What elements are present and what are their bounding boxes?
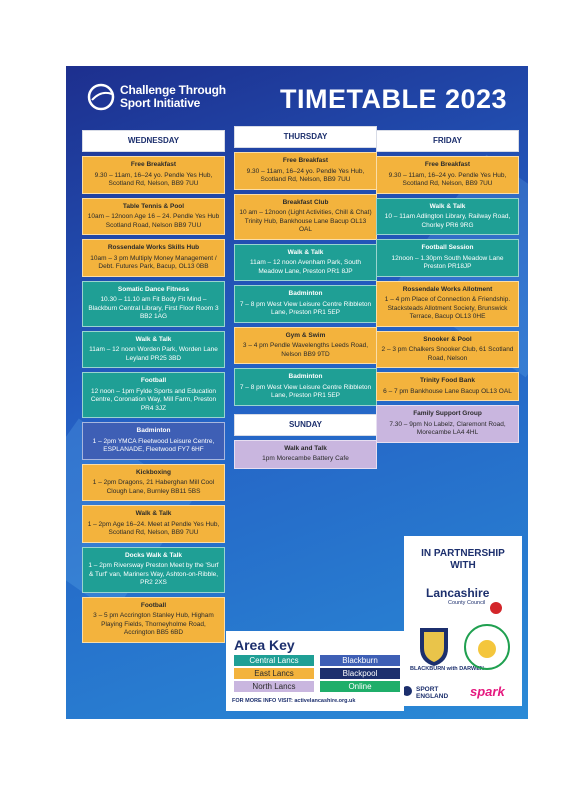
session-card	[234, 440, 377, 469]
session-card	[234, 152, 377, 190]
area-key-item: Online	[320, 681, 400, 692]
area-key-item: Blackburn	[320, 655, 400, 666]
session-card	[376, 331, 519, 369]
session-detail: 10 – 11am Adlington Library, Railway Road, Chorley PR6 9RG	[384, 213, 511, 229]
session-card	[376, 405, 519, 443]
session-detail: 6 – 7 pm Bankhouse Lane Bacup OL13 OAL	[383, 387, 512, 395]
session-card	[376, 239, 519, 277]
session-detail: 10am – 3 pm Multiply Money Management / Debt. Futures Park, Bacup, OL13 0BB	[90, 254, 217, 270]
session-title: Docks Walk & Talk	[124, 551, 183, 559]
session-card	[82, 239, 225, 277]
session-card	[82, 505, 225, 543]
area-key-item: Central Lancs	[234, 655, 314, 666]
session-detail: 12noon – 1.30pm South Meadow Lane Preston PR18JP	[391, 254, 504, 270]
session-card	[234, 244, 377, 282]
ctsi-logo	[86, 80, 256, 120]
session-title: Kickboxing	[135, 468, 172, 476]
column-wednesday	[82, 130, 225, 647]
red-rose-icon	[490, 602, 502, 614]
blackburn-crest-icon	[414, 624, 454, 668]
area-key	[226, 631, 404, 711]
session-title: Rossendale Works Skills Hub	[107, 244, 200, 251]
session-detail: 9.30 – 11am, 16–24 yo. Pendle Yes Hub, Scotland Rd, Nelson, BB9 7UU	[94, 171, 213, 187]
session-card	[82, 422, 225, 460]
blackburn-logo-text: BLACKBURN with DARWEN	[410, 666, 484, 672]
session-card	[234, 327, 377, 365]
sport-england-logo: SPORT ENGLAND	[416, 686, 449, 700]
session-title: Free Breakfast	[130, 161, 177, 168]
session-card	[82, 156, 225, 194]
session-detail: 10 am – 12noon (Light Activities, Chill & Chat) Trinity Hub, Bankhouse Lane Bacup OL13 OAL	[239, 209, 372, 233]
session-title: Free Breakfast	[424, 161, 471, 168]
session-card	[234, 285, 377, 323]
session-detail: 1 – 2pm Dragons, 21 Haberghan Mill Cool Clough Lane, Burnley BB11 5BS	[92, 479, 215, 495]
session-card	[82, 372, 225, 418]
session-title: Trinity Food Bank	[420, 377, 475, 384]
day-header: FRIDAY	[376, 130, 519, 152]
session-title: Family Support Group	[413, 410, 482, 417]
lancashire-logo: Lancashire	[426, 586, 490, 600]
session-detail: 1 – 4 pm Place of Connection & Friendship. Stacksteads Allotment Society, Brunswick Terrace, Bacup OL13 0HE	[384, 296, 511, 320]
session-title: Football	[140, 377, 167, 384]
session-title: Walk & Talk	[429, 202, 466, 210]
session-title: Badminton	[136, 427, 171, 434]
session-detail: 11am – 12 noon Worden Park, Worden Lane Leyland PR25 3BD	[89, 346, 218, 362]
session-detail: 7 – 8 pm West View Leisure Centre Ribbleton Lane, Preston PR1 5EP	[239, 383, 372, 399]
partnership-heading-line-2: WITH	[450, 560, 476, 571]
session-detail: 3 – 5 pm Accrington Stanley Hub, Higham Playing Fields, Thorneyholme Road, Accrington BB5 6BD	[93, 612, 214, 636]
ctsi-swoosh-icon	[86, 82, 116, 112]
session-card	[376, 156, 519, 194]
session-detail: 1 – 2pm Riversway Preston Meet by the 'Surf & Turf' van, Mariners Way, Ashton-on-Ribble, PR2 2XS	[88, 562, 219, 586]
session-title: Walk and Talk	[284, 444, 327, 452]
session-card	[82, 198, 225, 236]
session-detail: 1pm Morecambe Battery Cafe	[262, 455, 349, 462]
logo-line-2: Sport Initiative	[120, 96, 201, 110]
column-thursday	[234, 126, 377, 473]
session-card	[376, 372, 519, 401]
session-title: Rossendale Works Allotment	[402, 285, 493, 293]
page-title: TIMETABLE 2023	[280, 84, 508, 114]
session-title: Walk & Talk	[135, 335, 172, 343]
session-title: Table Tennis & Pool	[122, 202, 185, 210]
day-header: THURSDAY	[234, 126, 377, 148]
session-title: Football Session	[421, 244, 474, 251]
session-title: Walk & Talk	[135, 510, 172, 517]
area-key-item: Blackpool	[320, 668, 400, 679]
session-card	[82, 464, 225, 502]
session-detail: 9.30 – 11am, 16–24 yo. Pendle Yes Hub, Scotland Rd, Nelson, BB9 7UU	[246, 167, 365, 183]
session-detail: 2 – 3 pm Chalkers Snooker Club, 61 Scotland Road, Nelson	[381, 346, 514, 362]
session-detail: 10am – 12noon Age 16 – 24. Pendle Yes Hub Scotland Road, Nelson BB9 7UU	[87, 213, 220, 229]
partnership-heading-line-1: IN PARTNERSHIP	[421, 548, 505, 559]
area-key-item: North Lancs	[234, 681, 314, 692]
day-header: SUNDAY	[234, 414, 377, 436]
session-card	[82, 547, 225, 593]
session-card	[82, 597, 225, 643]
session-card	[82, 281, 225, 327]
session-title: Badminton	[288, 290, 323, 297]
session-title: Walk & Talk	[287, 248, 324, 256]
session-title: Gym & Swim	[285, 331, 326, 339]
session-title: Football	[140, 601, 167, 609]
partnership-heading	[404, 548, 522, 572]
area-key-item: East Lancs	[234, 668, 314, 679]
partnership-panel	[404, 536, 522, 706]
more-info-text: FOR MORE INFO VISIT: activelancashire.org.uk	[232, 698, 356, 704]
session-title: Somatic Dance Fitness	[117, 285, 190, 293]
session-detail: 7.30 – 9pm No Labelz, Claremont Road, Morecambe LA4 4HL	[389, 420, 506, 436]
timetable-poster	[66, 66, 528, 719]
session-card	[234, 194, 377, 240]
session-card	[82, 331, 225, 369]
lancashire-sub: County Council	[448, 600, 486, 606]
session-card	[234, 368, 377, 406]
column-friday	[376, 130, 519, 447]
spark-logo: spark	[470, 684, 505, 699]
session-title: Breakfast Club	[282, 198, 329, 206]
session-card	[376, 198, 519, 236]
session-detail: 1 – 2pm Age 16–24. Meet at Pendle Yes Hub, Scotland Rd, Nelson, BB9 7UU	[87, 520, 220, 536]
session-title: Free Breakfast	[282, 157, 329, 164]
session-detail: 7 – 8 pm West View Leisure Centre Ribbleton Lane, Preston PR1 5EP	[239, 300, 372, 316]
session-detail: 9.30 – 11am, 16–24 yo. Pendle Yes Hub, Scotland Rd, Nelson, BB9 7UU	[388, 171, 507, 187]
logo-line-1: Challenge Through	[120, 83, 226, 97]
session-detail: 3 – 4 pm Pendle Wavelengths Leeds Road, Nelson BB9 9TD	[242, 342, 369, 358]
session-title: Badminton	[288, 373, 323, 380]
session-title: Snooker & Pool	[423, 335, 472, 343]
day-header: WEDNESDAY	[82, 130, 225, 152]
session-detail: 12 noon – 1pm Fylde Sports and Education Centre, Coronation Way, Mill Farm, Preston PR4 3JZ	[90, 387, 217, 412]
area-key-title: Area Key	[234, 637, 295, 653]
session-card	[376, 281, 519, 327]
logo-text	[120, 84, 226, 110]
session-detail: 10.30 – 11.10 am Fit Body Fit Mind – Blackburn Central Library, First Floor Room 3 BB2 1AG	[88, 296, 219, 320]
session-detail: 1 – 2pm YMCA Fleetwood Leisure Centre, ESPLANADE, Fleetwood FY7 6HF	[92, 437, 215, 453]
session-detail: 11am – 12 noon Avenham Park, South Meadow Lane, Preston PR1 8JP	[249, 259, 362, 275]
rossendale-works-icon	[478, 640, 496, 658]
